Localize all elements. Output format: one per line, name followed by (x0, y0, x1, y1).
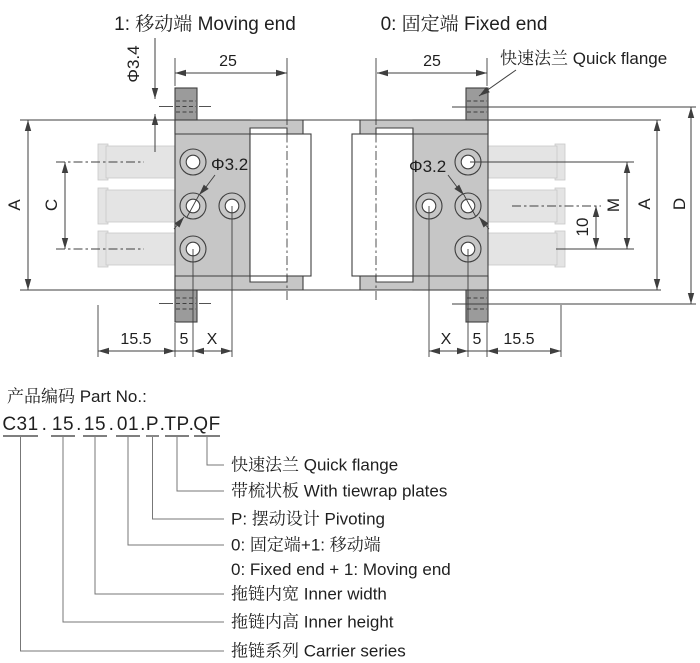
part-sep: . (188, 414, 195, 435)
legend-pivoting: P: 摆动设计 Pivoting (231, 509, 385, 529)
part-seg-pivoting: P (145, 414, 160, 435)
legend-inner-height: 拖链内高 Inner height (231, 612, 394, 632)
dim-x-right: X (440, 331, 452, 348)
legend-labels (231, 456, 451, 661)
bracket-top-bar-left (175, 120, 303, 134)
bracket-window-left (250, 134, 311, 276)
part-sep: . (108, 414, 115, 435)
part-seg-inner-width: 15 (83, 414, 107, 435)
dim-a-left: A (5, 199, 24, 211)
part-sep: . (41, 414, 48, 435)
legend-ends-en: 0: Fixed end + 1: Moving end (231, 560, 451, 579)
dim-25-right: 25 (423, 53, 441, 70)
legend-inner-width: 拖链内宽 Inner width (231, 584, 387, 604)
dim-5-left: 5 (179, 331, 189, 348)
bracket-window-right (352, 134, 413, 276)
part-seg-tiewrap: TP (164, 414, 190, 435)
part-seg-quick-flange: QF (193, 414, 221, 435)
quick-flange-tab-top-left (175, 88, 197, 120)
part-seg-series: C31 (2, 414, 39, 435)
quick-flange-tab-bottom-right (466, 290, 488, 322)
dim-15-5-right: 15.5 (503, 331, 535, 348)
part-sep: . (140, 414, 146, 435)
dia-3-2-label-left: Φ3.2 (211, 155, 249, 174)
left-view-moving-end (56, 58, 311, 322)
dim-25-left: 25 (219, 53, 237, 70)
bracket-bottom-bar-right (360, 276, 488, 290)
quick-flange-tab-bottom-left (175, 290, 197, 322)
quick-flange-callout: 快速法兰 Quick flange (500, 49, 668, 68)
right-view-fixed-end (352, 58, 634, 322)
title-moving-end: 1: 移动端 Moving end (114, 14, 296, 35)
quick-flange-tab-top-right (466, 88, 488, 120)
legend-leader-lines (21, 437, 225, 651)
dim-a-right: A (635, 198, 654, 210)
dim-x-left: X (206, 331, 218, 348)
dia-3-4-label: Φ3.4 (124, 45, 143, 83)
title-fixed-end: 0: 固定端 Fixed end (380, 14, 548, 35)
dim-d: D (670, 197, 689, 211)
part-no-heading: 产品编码 Part No.: (7, 387, 147, 406)
part-sep: . (159, 414, 166, 435)
part-seg-ends: 01 (116, 414, 140, 435)
legend-ends-cn: 0: 固定端+1: 移动端 (231, 535, 381, 555)
dim-15-5-left: 15.5 (120, 331, 152, 348)
part-number (2, 414, 220, 435)
part-seg-inner-height: 15 (51, 414, 75, 435)
dim-m: M (604, 197, 623, 213)
bracket-top-bar-right (360, 120, 488, 134)
dim-10: 10 (573, 217, 592, 237)
quick-flange-leader (479, 70, 516, 96)
legend-quick-flange: 快速法兰 Quick flange (231, 455, 399, 475)
dim-c: C (42, 198, 61, 212)
part-sep: . (76, 414, 82, 435)
bracket-bottom-bar-left (175, 276, 303, 290)
dim-5-right: 5 (472, 331, 482, 348)
dia-3-2-label-right: Φ3.2 (409, 157, 447, 176)
legend-tiewrap-plates: 带梳状板 With tiewrap plates (231, 481, 448, 501)
legend-carrier-series: 拖链系列 Carrier series (231, 641, 406, 661)
